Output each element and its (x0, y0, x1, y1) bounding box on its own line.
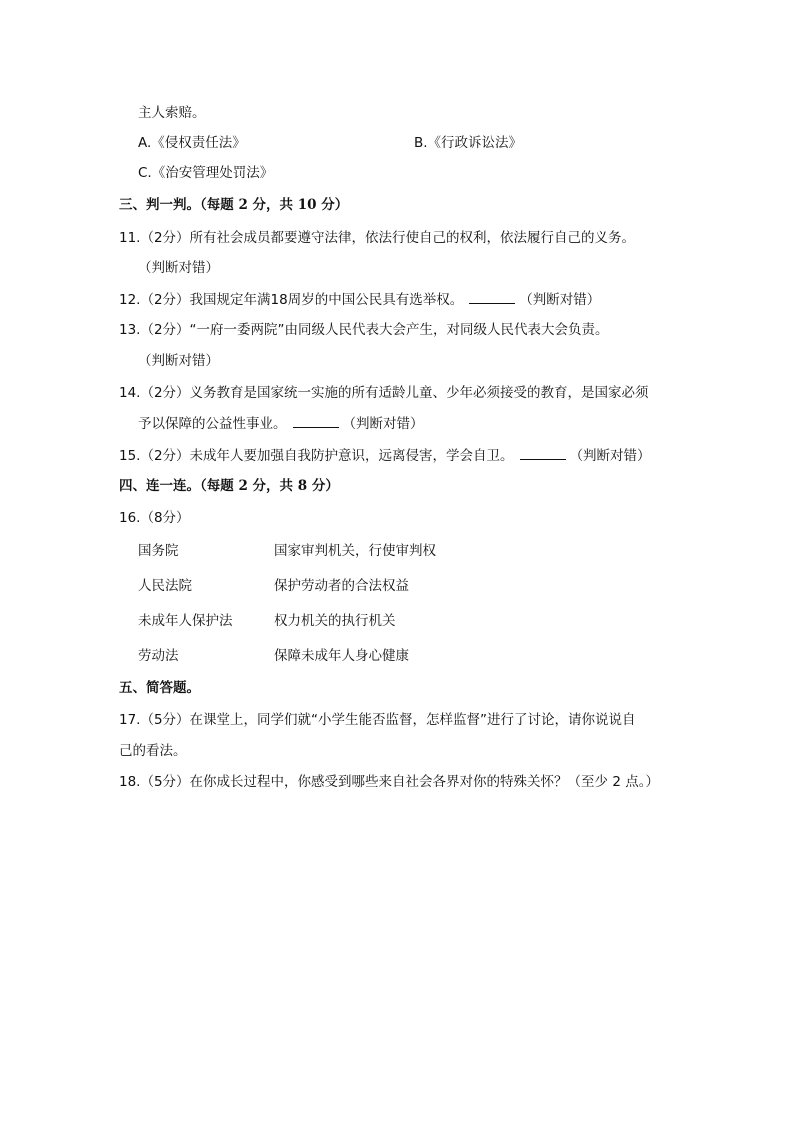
q11-line1: 11.（2分）所有社会成员都要遵守法律，依法行使自己的权利，依法履行自己的义务。 (119, 230, 636, 246)
q14-line1: 14.（2分）义务教育是国家统一实施的所有适龄儿童、少年必须接受的教育，是国家必须 (119, 385, 649, 401)
match-right-item[interactable]: 国家审判机关，行使审判权 (274, 543, 436, 559)
match-left-item[interactable]: 人民法院 (138, 578, 192, 594)
q14-suffix: （判断对错） (342, 416, 424, 432)
q15 (119, 445, 651, 466)
q14-answer-blank[interactable] (293, 413, 339, 428)
q13-line1: 13.（2分）“一府一委两院”由同级人民代表大会产生，对同级人民代表大会负责。 (119, 322, 609, 338)
q10-options-row (138, 133, 658, 153)
section3-heading: 三、判一判。（每题 2 分，共 10 分） (119, 197, 349, 213)
q14-line2 (138, 413, 424, 434)
q12-answer-blank[interactable] (469, 289, 515, 304)
q15-answer-blank[interactable] (520, 445, 566, 460)
match-right-item[interactable]: 保障未成年人身心健康 (274, 648, 409, 664)
q15-text: 15.（2分）未成年人要加强自我防护意识，远离侵害，学会自卫。 (119, 448, 514, 464)
q12-suffix: （判断对错） (519, 292, 601, 308)
q18: 18.（5分）在你成长过程中，你感受到哪些来自社会各界对你的特殊关怀？（至少 2 点。） (119, 774, 659, 790)
q13-line2: （判断对错） (138, 353, 219, 369)
section5-heading: 五、简答题。 (119, 680, 200, 696)
match-left-item[interactable]: 未成年人保护法 (138, 613, 233, 629)
section4-heading: 四、连一连。（每题 2 分，共 8 分） (119, 478, 339, 494)
q12-text: 12.（2分）我国规定年满18周岁的中国公民具有选举权。 (119, 292, 464, 308)
option-b: B.《行政诉讼法》 (414, 135, 523, 151)
q14-text: 予以保障的公益性事业。 (138, 416, 287, 432)
q11-line2: （判断对错） (138, 260, 219, 276)
q10-tail: 主人索赔。 (138, 105, 206, 121)
match-left-item[interactable]: 劳动法 (138, 648, 179, 664)
q17-line2: 己的看法。 (119, 743, 187, 759)
q15-suffix: （判断对错） (569, 448, 651, 464)
match-right-item[interactable]: 权力机关的执行机关 (274, 613, 396, 629)
option-a: A.《侵权责任法》 (138, 135, 246, 151)
match-left-item[interactable]: 国务院 (138, 543, 179, 559)
match-right-item[interactable]: 保护劳动者的合法权益 (274, 578, 409, 594)
option-c: C.《治安管理处罚法》 (138, 165, 274, 181)
q16-label: 16.（8分） (119, 510, 190, 526)
q12 (119, 289, 600, 310)
q17-line1: 17.（5分）在课堂上，同学们就“小学生能否监督，怎样监督”进行了讨论，请你说说自 (119, 712, 636, 728)
